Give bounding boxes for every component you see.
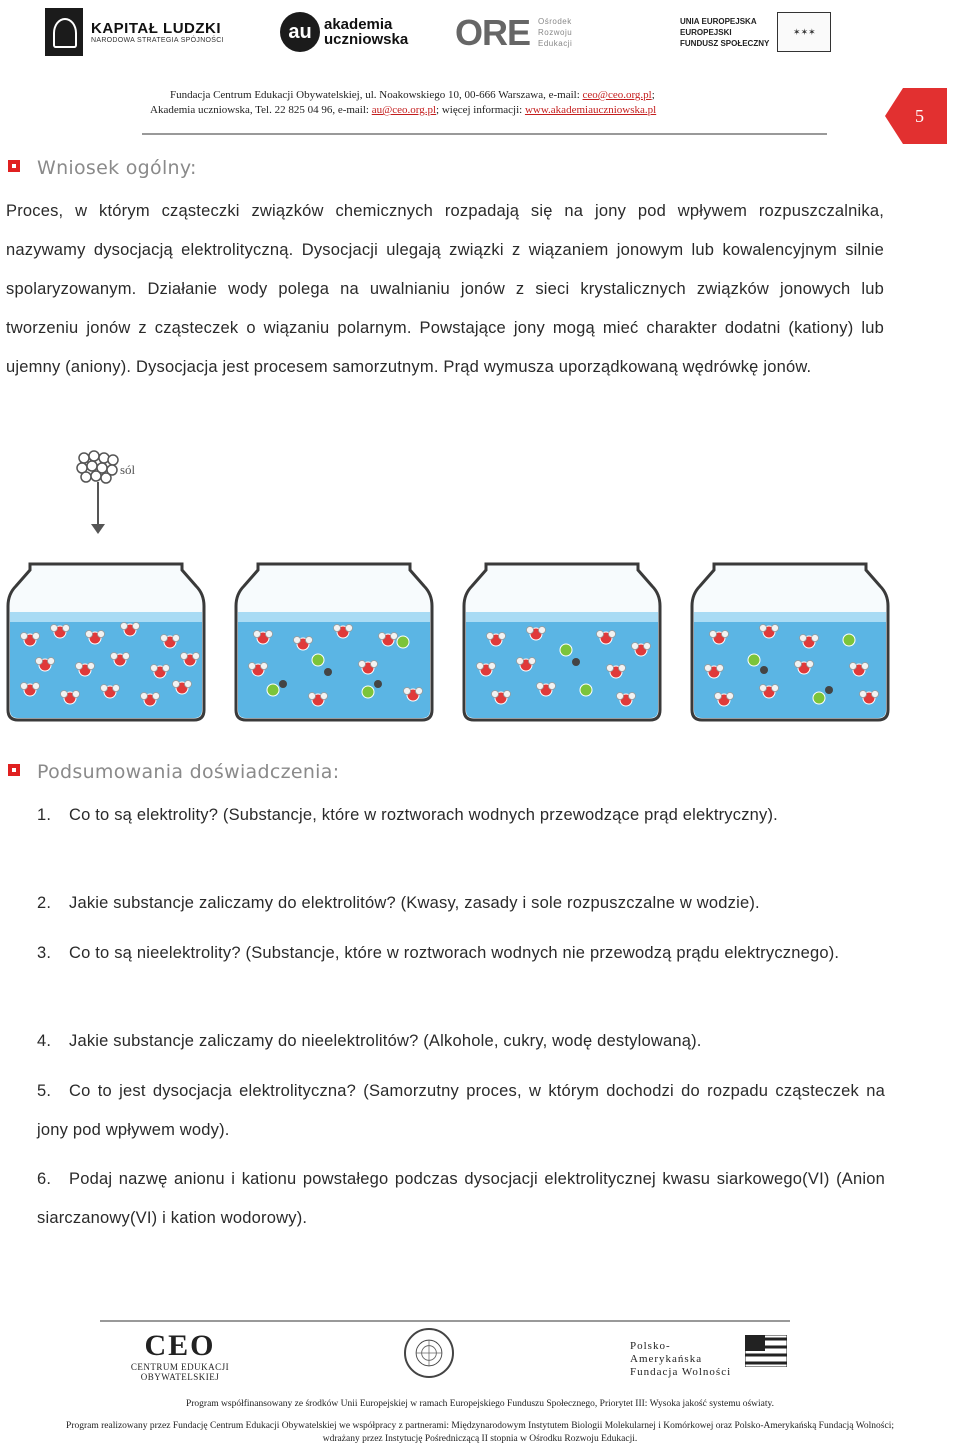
- summary-item-text: Jakie substancje zaliczamy do elektrolitów? (Kwasy, zasady i sole rozpuszczalne w wodzie).: [69, 894, 760, 912]
- header-line2-prefix: Akademia uczniowska, Tel. 22 825 04 96, e-mail:: [150, 104, 372, 116]
- summary-item-number: 4.: [37, 1032, 52, 1050]
- footer-divider: [100, 1320, 790, 1322]
- header-contact: [150, 88, 830, 118]
- beaker-3: [464, 564, 660, 720]
- pafw-logo: [630, 1340, 740, 1379]
- beakers-diagram: [0, 560, 960, 725]
- header-line2-middle: ; więcej informacji:: [436, 104, 525, 116]
- footer-line3: wdrażany przez Instytucję Pośredniczącą II stopnia w Ośrodku Rozwoju Edukacji.: [322, 1434, 638, 1444]
- summary-item-text: Podaj nazwę anionu i kationu powstałego podczas dysocjacji elektrolitycznej kwasu siarkowego(VI) (Anion siarczanowy(VI) i kation wodorowy).: [37, 1170, 885, 1227]
- summary-item-text: Co to są nieelektrolity? (Substancje, które w roztworach wodnych nie przewodzą prądu elektrycznego).: [69, 944, 840, 962]
- au-email-link[interactable]: au@ceo.org.pl: [371, 104, 437, 116]
- summary-item: [37, 884, 885, 923]
- footer-line1: Program współfinansowany ze środków Unii Europejskiej w ramach Europejskiego Funduszu Społecznego, Priorytet III: Wysoka jakość systemu oświaty.: [185, 1399, 775, 1409]
- ore-word: ORE: [455, 11, 531, 53]
- pafw-line2: Fundacja Wolności: [630, 1366, 732, 1378]
- ue-line3: FUNDUSZ SPOŁECZNY: [680, 38, 770, 48]
- ue-line1: UNIA EUROPEJSKA: [680, 16, 757, 26]
- ore-logo: [455, 10, 625, 55]
- website-link[interactable]: www.akademiauczniowska.pl: [524, 104, 657, 116]
- header-line1-suffix: ;: [651, 89, 655, 101]
- conclusion-paragraph: Proces, w którym cząsteczki związków chemicznych rozpadają się na jony pod wpływem rozpuszczalnika, nazywamy dysocjacją elektrolityczną. Dysocjacji ulegają związki z wiązaniem jonowym lub kowalencyjnym silnie spolaryzowanym. Działanie wody polega na uwalnianiu jonów z sieci krystalicznych związków jonowych lub tworzeniu jonów z cząsteczek o wiązaniu polarnym. Powstające jony mogą mieć charakter dodatni (kationy) lub ujemny (aniony). Dysocjacja jest procesem samorzutnym. Prąd wymusza uporządkowaną wędrówkę jonów.: [6, 202, 884, 376]
- summary-item: [37, 1022, 885, 1061]
- summary-item-number: 2.: [37, 894, 52, 912]
- summary-item: [37, 796, 885, 835]
- ceo-logo: [100, 1329, 260, 1382]
- ore-sub2: Rozwoju: [538, 28, 573, 37]
- summary-item: [37, 1072, 885, 1150]
- footer-line2: Program realizowany przez Fundację Centrum Edukacji Obywatelskiej we współpracy z partnerami: Międzynarodowym Instytutem Biologii Molekularnej i Komórkowej oraz Polsko-Amerykańską Fundacją Wolności;: [66, 1421, 894, 1431]
- au-mark: au: [280, 12, 320, 52]
- page-number: 5: [915, 106, 924, 126]
- ceo-logo-mark: CEO: [144, 1329, 216, 1362]
- ue-line2: EUROPEJSKI: [680, 27, 732, 37]
- kapital-ludzki-subtitle: NARODOWA STRATEGIA SPÓJNOŚCI: [91, 37, 224, 44]
- kapital-ludzki-logo: [45, 6, 225, 58]
- section-heading-conclusion: Wniosek ogólny:: [37, 157, 197, 179]
- akademia-uczniowska-logo: [280, 8, 410, 56]
- summary-item-number: 6.: [37, 1170, 52, 1188]
- au-line1: akademia: [324, 16, 393, 33]
- eu-logo: [680, 8, 840, 56]
- ore-sub3: Edukacji: [538, 39, 573, 48]
- salt-label: sól: [120, 462, 136, 477]
- ceo-email-link[interactable]: ceo@ceo.org.pl: [582, 89, 652, 101]
- ore-sub1: Ośrodek: [538, 17, 572, 26]
- iimcb-seal-icon: [404, 1328, 454, 1378]
- page-number-badge: [885, 88, 947, 144]
- beaker-4: [692, 564, 888, 720]
- beaker-2: [236, 564, 432, 720]
- summary-item-text: Jakie substancje zaliczamy do nieelektrolitów? (Alkohole, cukry, wodę destylowaną).: [69, 1032, 702, 1050]
- pafw-line1: Polsko-Amerykańska: [630, 1340, 703, 1365]
- beaker-1: [8, 564, 204, 720]
- eu-flag-icon: ✶✶✶: [777, 12, 831, 52]
- pafw-flag-icon: [745, 1335, 787, 1367]
- summary-item: [37, 934, 885, 973]
- ceo-logo-text: CENTRUM EDUKACJI OBYWATELSKIEJ: [130, 1362, 230, 1382]
- summary-item-number: 1.: [37, 806, 52, 824]
- summary-item-number: 3.: [37, 944, 52, 962]
- kapital-ludzki-title: KAPITAŁ LUDZKI: [91, 20, 222, 37]
- header-line1-prefix: Fundacja Centrum Edukacji Obywatelskiej, ul. Noakowskiego 10, 00-666 Warszawa, e-mail:: [170, 89, 583, 101]
- bullet-icon: [8, 764, 20, 776]
- summary-item: [37, 1160, 885, 1238]
- section-heading-summary: Podsumowania doświadczenia:: [37, 761, 340, 783]
- au-line2: uczniowska: [324, 31, 409, 48]
- header-divider: [142, 133, 827, 135]
- summary-item-text: Co to jest dysocjacja elektrolityczna? (Samorzutny proces, w którym dochodzi do rozpadu cząsteczek na jony pod wpływem wody).: [37, 1082, 885, 1139]
- bullet-icon: [8, 160, 20, 172]
- kapital-ludzki-emblem-icon: [45, 8, 83, 56]
- salt-cluster-icon: [76, 450, 120, 536]
- summary-item-number: 5.: [37, 1082, 52, 1100]
- summary-item-text: Co to są elektrolity? (Substancje, które w roztworach wodnych przewodzące prąd elektryczny).: [69, 806, 778, 824]
